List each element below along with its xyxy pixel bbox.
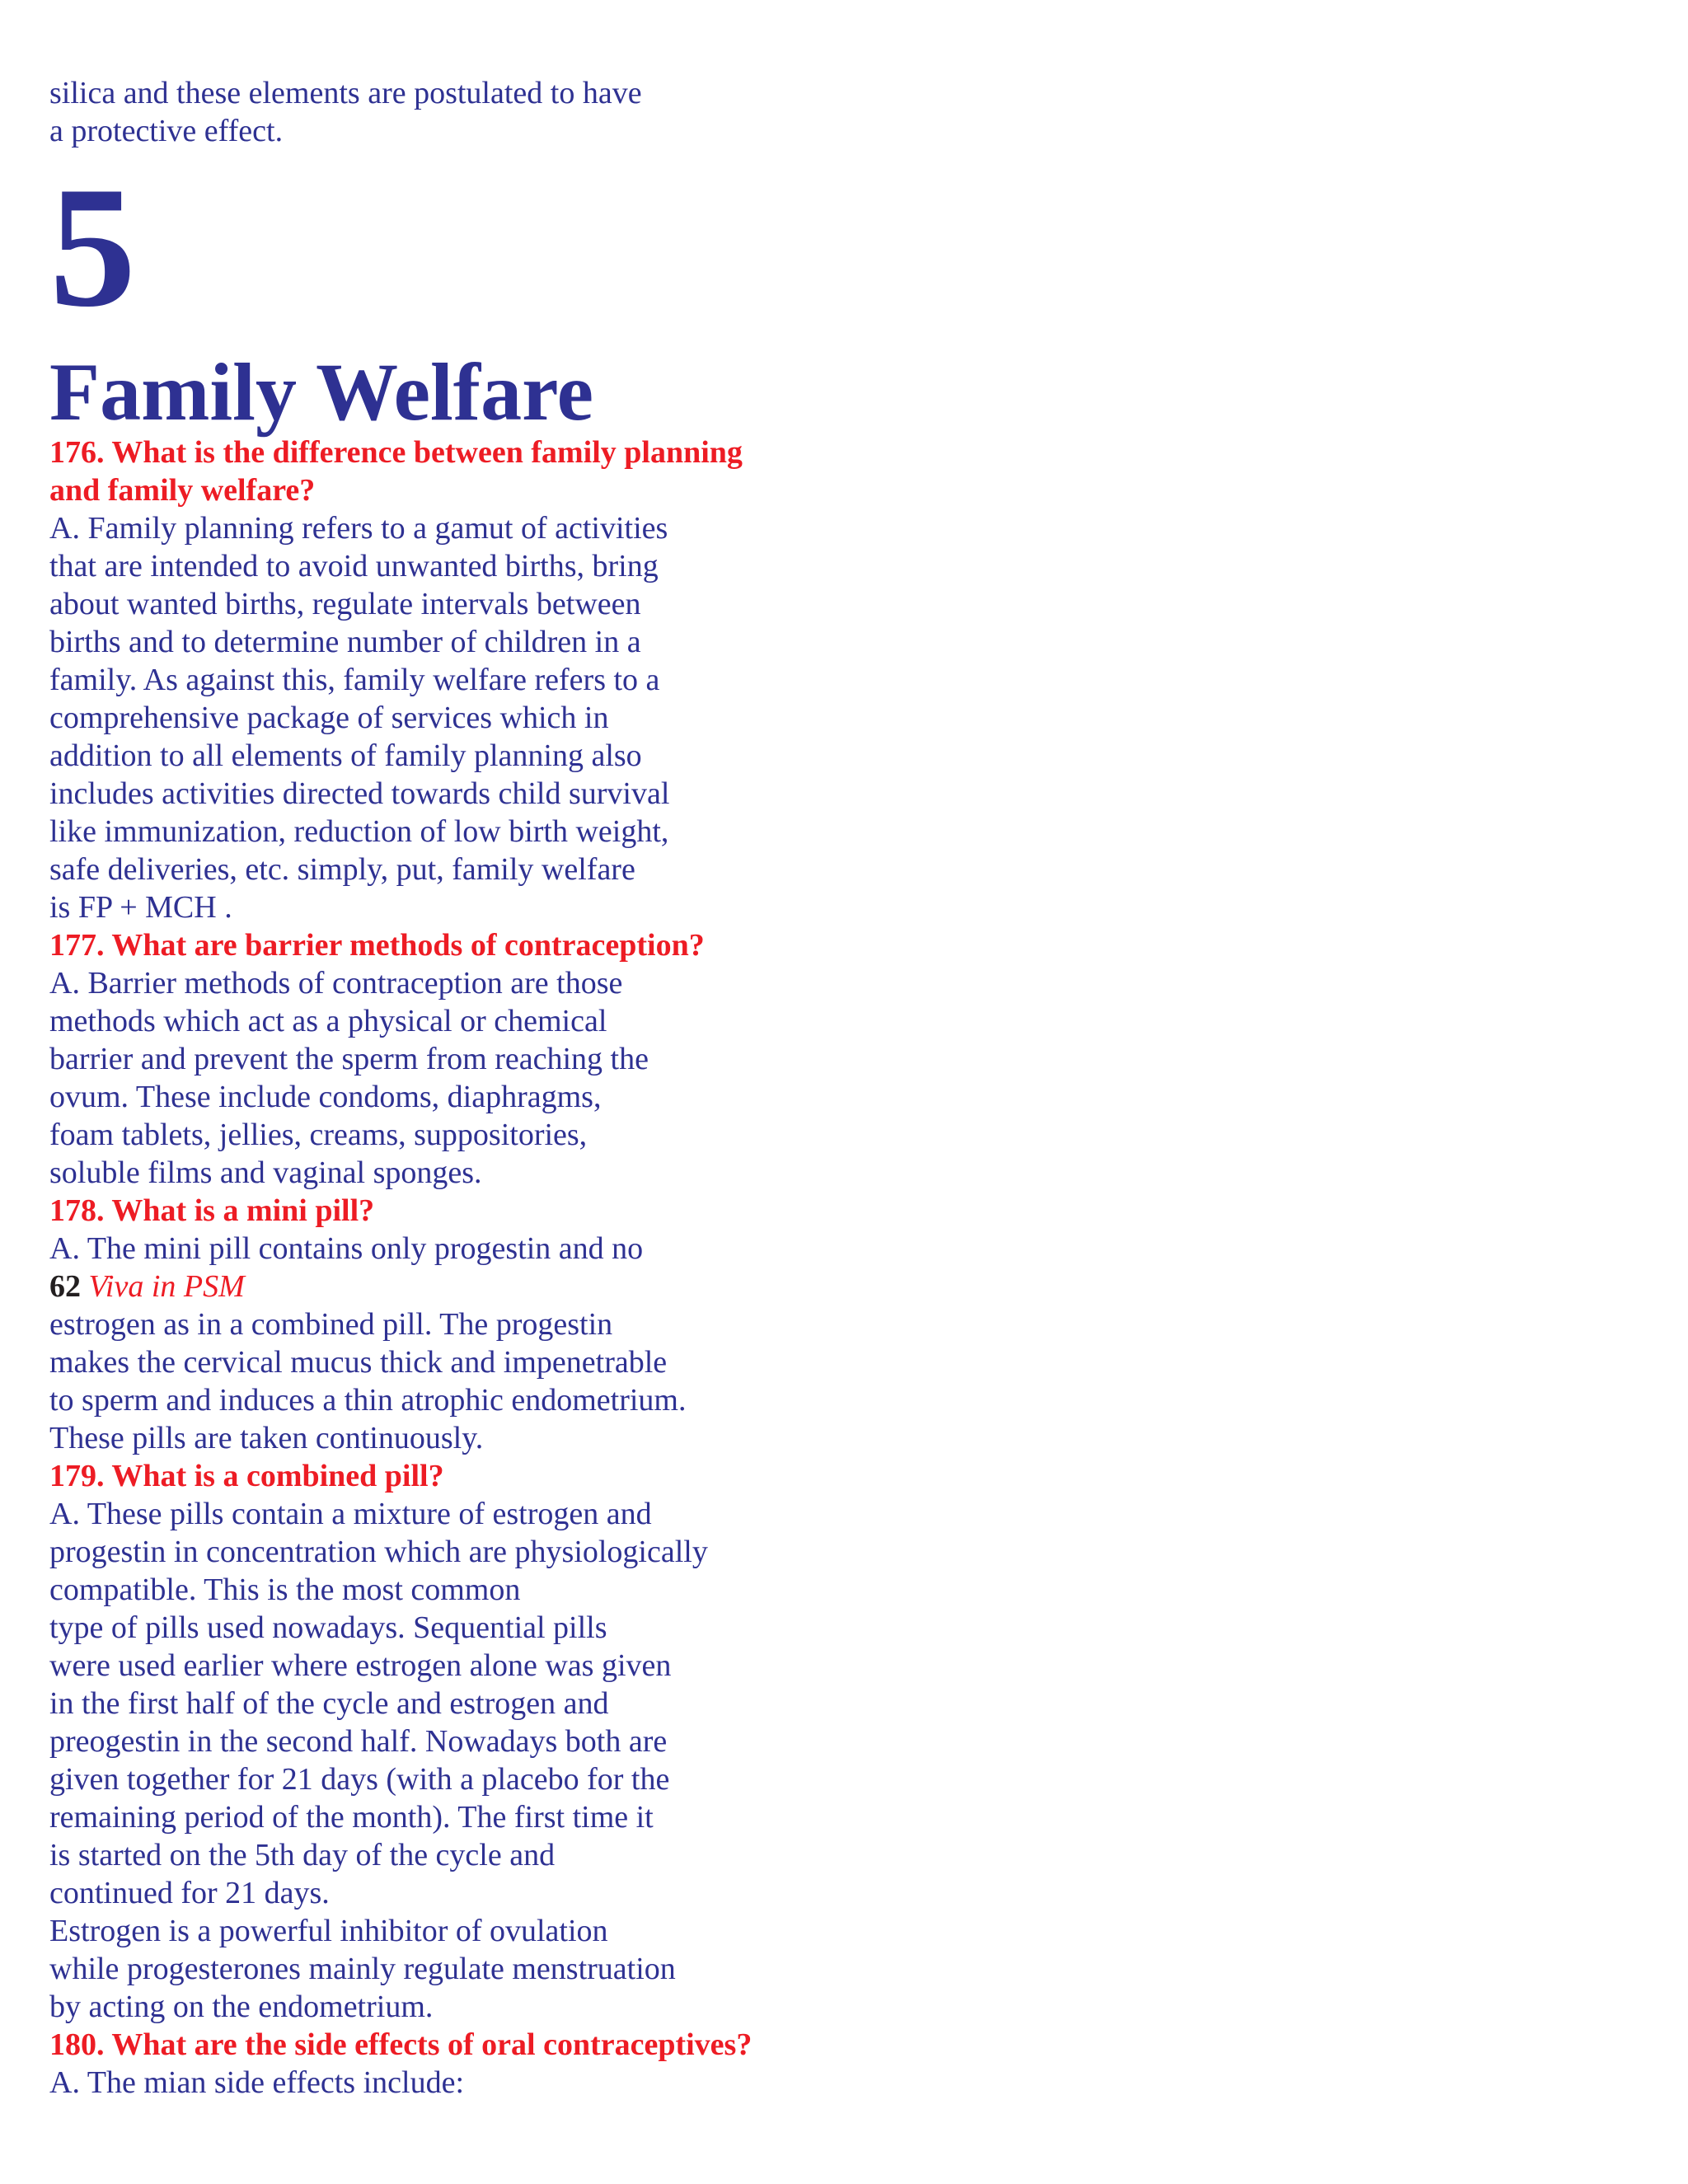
answer-line: A. Family planning refers to a gamut of activities xyxy=(49,511,668,546)
answer-line: A. Barrier methods of contraception are those xyxy=(49,966,623,1001)
answer-line: A. These pills contain a mixture of estrogen and xyxy=(49,1497,652,1531)
chapter-title: Family Welfare xyxy=(49,346,594,438)
answer-line: progestin in concentration which are physiologically xyxy=(49,1535,708,1569)
answer-line: estrogen as in a combined pill. The progestin xyxy=(49,1307,613,1342)
answer-line: addition to all elements of family planning also xyxy=(49,738,642,773)
answer-line: foam tablets, jellies, creams, suppositories, xyxy=(49,1118,588,1152)
answer-line: barrier and prevent the sperm from reaching the xyxy=(49,1042,649,1076)
answer-line: given together for 21 days (with a placebo for the xyxy=(49,1762,670,1797)
intro-paragraph xyxy=(49,74,874,150)
running-title: Viva in PSM xyxy=(88,1269,245,1304)
answer-line: A. The mini pill contains only progestin and no xyxy=(49,1231,644,1266)
answer-line: comprehensive package of services which in xyxy=(49,701,609,735)
question-text: 179. What is a combined pill? xyxy=(49,1459,444,1493)
answer-line: includes activities directed towards child survival xyxy=(49,776,670,811)
answer-179 xyxy=(49,1495,874,2026)
answer-line: to sperm and induces a thin atrophic endometrium. xyxy=(49,1383,687,1418)
answer-line: methods which act as a physical or chemical xyxy=(49,1004,607,1038)
answer-line: type of pills used nowadays. Sequential pills xyxy=(49,1610,607,1645)
answer-line: ovum. These include condoms, diaphragms, xyxy=(49,1080,602,1114)
answer-line: by acting on the endometrium. xyxy=(49,1990,434,2024)
question-178 xyxy=(49,1192,874,1230)
answer-line: continued for 21 days. xyxy=(49,1876,330,1910)
answer-line: compatible. This is the most common xyxy=(49,1572,521,1607)
text-line: a protective effect. xyxy=(49,114,284,148)
answer-177 xyxy=(49,964,874,1192)
answer-line: about wanted births, regulate intervals between xyxy=(49,587,641,621)
question-text: and family welfare? xyxy=(49,473,316,508)
answer-line: births and to determine number of children in a xyxy=(49,625,641,659)
answer-line: remaining period of the month). The first time it xyxy=(49,1800,654,1835)
answer-line: family. As against this, family welfare refers to a xyxy=(49,663,660,697)
answer-line: in the first half of the cycle and estrogen and xyxy=(49,1686,609,1721)
answer-line: makes the cervical mucus thick and impenetrable xyxy=(49,1345,668,1380)
page-footer xyxy=(49,1268,874,1305)
answer-line: A. The mian side effects include: xyxy=(49,2065,464,2100)
question-text: 176. What is the difference between family planning xyxy=(49,435,743,470)
answer-line: that are intended to avoid unwanted births, bring xyxy=(49,549,659,583)
answer-line: were used earlier where estrogen alone was given xyxy=(49,1648,672,1683)
chapter-number: 5 xyxy=(49,152,136,343)
answer-line: soluble films and vaginal sponges. xyxy=(49,1155,482,1190)
answer-line: while progesterones mainly regulate menstruation xyxy=(49,1952,676,1986)
document-page xyxy=(49,74,874,2102)
answer-line: Estrogen is a powerful inhibitor of ovulation xyxy=(49,1914,608,1948)
answer-line: These pills are taken continuously. xyxy=(49,1421,484,1455)
text-line: silica and these elements are postulated to have xyxy=(49,76,642,110)
answer-178 xyxy=(49,1230,874,1457)
chapter-heading xyxy=(49,152,874,438)
answer-line: safe deliveries, etc. simply, put, family welfare xyxy=(49,852,635,887)
answer-line: preogestin in the second half. Nowadays both are xyxy=(49,1724,668,1759)
question-text: 177. What are barrier methods of contraception? xyxy=(49,928,705,963)
page-number: 62 xyxy=(49,1269,81,1304)
answer-line: is started on the 5th day of the cycle and xyxy=(49,1838,556,1872)
answer-line: like immunization, reduction of low birth weight, xyxy=(49,814,669,849)
question-179 xyxy=(49,1457,874,1495)
answer-180 xyxy=(49,2064,874,2102)
answer-line: is FP + MCH . xyxy=(49,890,232,925)
question-177 xyxy=(49,926,874,964)
question-text: 180. What are the side effects of oral contraceptives? xyxy=(49,2027,753,2062)
question-text: 178. What is a mini pill? xyxy=(49,1193,375,1228)
answer-176 xyxy=(49,509,874,926)
question-176 xyxy=(49,434,874,509)
question-180 xyxy=(49,2026,874,2064)
